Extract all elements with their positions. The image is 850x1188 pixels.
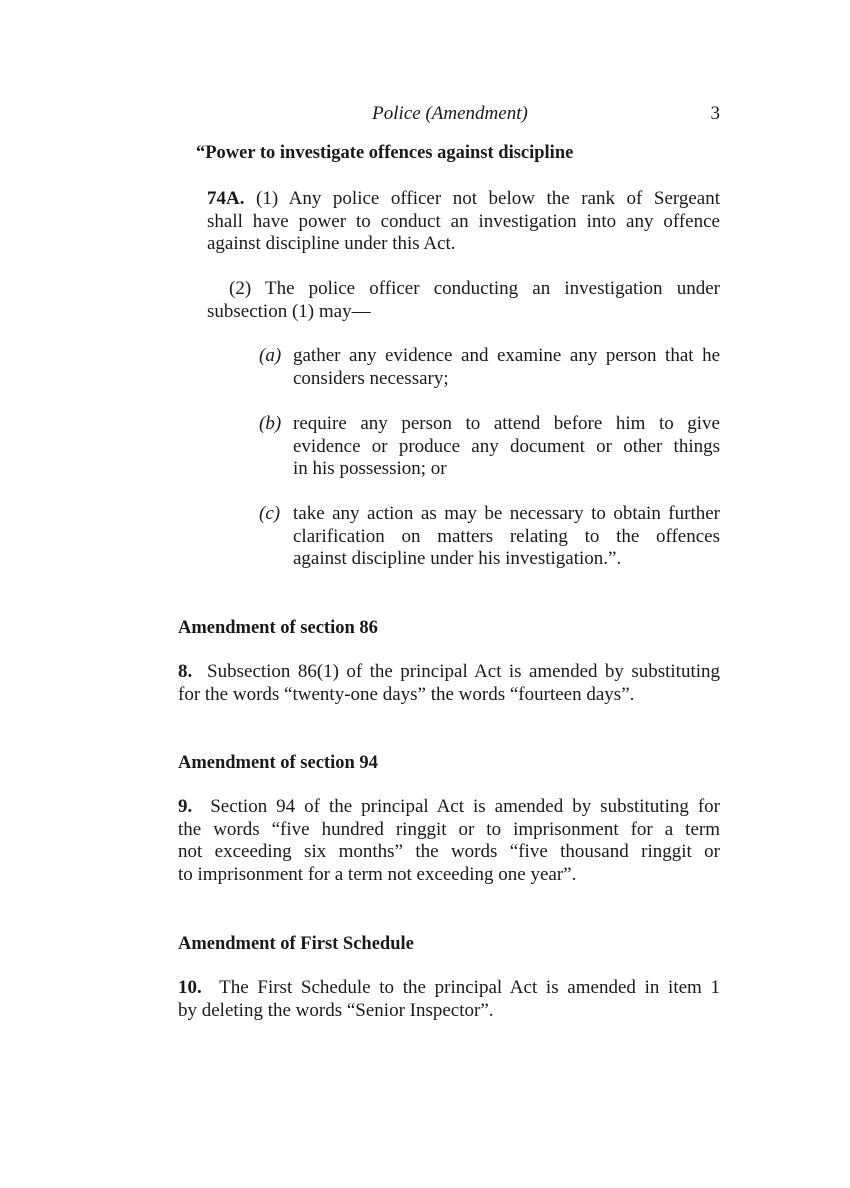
running-title: Police (Amendment) xyxy=(372,103,528,124)
section-8-line: for the words “twenty-one days” the words “fourteen days”. xyxy=(178,683,635,705)
section-9-line: to imprisonment for a term not exceeding one year”. xyxy=(178,863,577,885)
item-b xyxy=(293,413,720,481)
item-b-line: in his possession; or xyxy=(293,458,447,479)
section-9-line: the words “five hundred ringgit or to imprisonment for a term xyxy=(178,818,720,840)
subsection-1-line: shall have power to conduct an investigation into any offence xyxy=(207,210,720,232)
section-number-74a: 74A. xyxy=(207,188,245,209)
section-9-line: not exceeding six months” the words “five thousand ringgit or xyxy=(178,841,720,862)
item-b-line: evidence or produce any document or other things xyxy=(293,435,720,457)
section-9-line: 9. Section 94 of the principal Act is amended by substituting for xyxy=(178,796,720,817)
section-number-9: 9. xyxy=(178,796,193,817)
section-10-line: 10. The First Schedule to the principal Act is amended in item 1 xyxy=(178,977,721,998)
subsection-1-line: 74A. (1) Any police officer not below the rank of Sergeant xyxy=(207,188,721,209)
section-heading-86: Amendment of section 86 xyxy=(178,618,378,638)
item-c-line: against discipline under his investigation.”. xyxy=(293,548,622,569)
subsection-1 xyxy=(207,188,720,256)
subsection-2 xyxy=(207,278,720,323)
item-c xyxy=(293,503,720,571)
item-label-a: (a) xyxy=(259,345,282,366)
item-label-c: (c) xyxy=(259,503,281,524)
item-b-line: require any person to attend before him to give xyxy=(293,413,720,434)
page-number: 3 xyxy=(710,103,720,124)
section-10-line: by deleting the words “Senior Inspector”. xyxy=(178,999,494,1021)
item-label-b: (b) xyxy=(259,413,282,434)
inserted-section-heading: “Power to investigate offences against discipline xyxy=(196,143,574,163)
section-heading-first-schedule: Amendment of First Schedule xyxy=(178,934,414,954)
section-8-body xyxy=(178,661,720,706)
section-8-line: 8. Subsection 86(1) of the principal Act is amended by substituting xyxy=(178,661,721,682)
section-number-8: 8. xyxy=(178,661,193,682)
subsection-1-line: against discipline under this Act. xyxy=(207,233,456,254)
item-a xyxy=(293,345,720,390)
section-number-10: 10. xyxy=(178,977,202,998)
subsection-2-line: (2) The police officer conducting an investigation under xyxy=(229,278,720,299)
section-9-body xyxy=(178,796,720,886)
section-heading-94: Amendment of section 94 xyxy=(178,753,378,773)
item-a-line: considers necessary; xyxy=(293,367,449,389)
item-c-line: clarification on matters relating to the offences xyxy=(293,525,720,547)
subsection-2-line: subsection (1) may— xyxy=(207,300,371,322)
item-c-line: take any action as may be necessary to obtain further xyxy=(293,503,720,524)
section-10-body xyxy=(178,977,720,1022)
item-a-line: gather any evidence and examine any person that he xyxy=(293,345,720,366)
